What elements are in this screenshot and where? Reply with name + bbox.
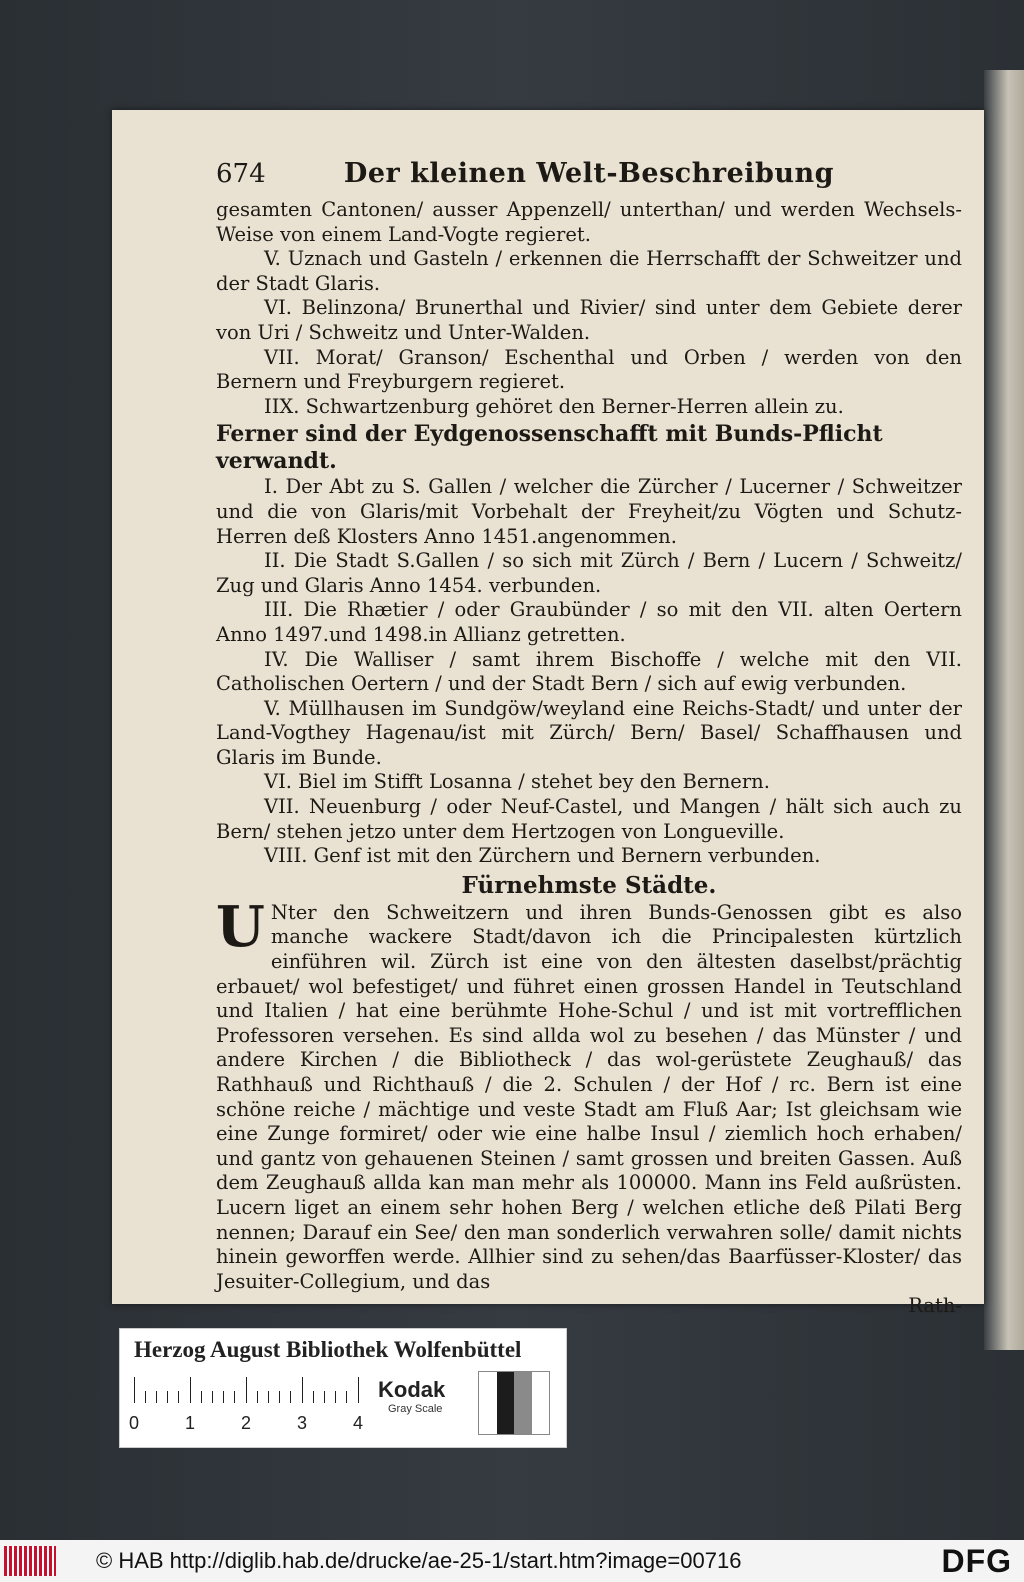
list-item: IV. Die Walliser / samt ihrem Bischoffe / welche mit den VII. Catholischen Oertern / und der Stadt Bern / sich auf ewig verbunden.: [216, 647, 962, 696]
body-paragraph: [216, 893, 962, 1295]
text-line: IIX. Schwartzenburg gehöret den Berner-Herren allein zu.: [264, 394, 844, 418]
text-line: VII. Morat/ Granson/ Eschenthal und Orben / werden von den Bernern und Freyburgern regieret.: [216, 345, 962, 394]
list-item: II. Die Stadt S.Gallen / so sich mit Zürch / Bern / Lucern / Schweitz/ Zug und Glaris Anno 1454. verbunden.: [216, 549, 962, 597]
running-head: [216, 158, 962, 198]
page-text-block: [216, 158, 962, 1319]
kodak-logo: Kodak: [378, 1377, 446, 1402]
text-line: gesamten Cantonen/ ausser Appenzell/ unterthan/ und werden Wechsels-Weise von einem Land-Vogte regieret.: [216, 198, 962, 246]
footer-bar: [0, 1540, 1024, 1582]
gray-scale-label: Gray Scale: [388, 1403, 443, 1415]
text-line: VI. Belinzona/ Brunerthal und Rivier/ sind unter dem Gebiete derer von Uri / Schweitz und Unter-Walden.: [216, 296, 962, 344]
page-number: 674: [216, 159, 266, 189]
section-title: Fürnehmste Städte.: [461, 871, 717, 899]
scale-ruler: [134, 1377, 362, 1403]
body-text: Nter den Schweitzern und ihren Bunds-Genossen gibt es also manche wackere Stadt/davon ich die Principalesten kürtzlich einführen wil. Zürch ist eine von den ältesten daselbst/prächtig erbauet/ wol befestiget/ und führet einen grossen Handel in Teutschland und Italien / hat eine berühmte Hohe-Schul / und ist mit vortrefflichen Professoren versehen. Es sind allda wol zu besehen / das Münster / und andere Kirchen / die Bibliotheck / das wol-gerüstete Zeughauß/ das Rathhauß und Richthauß / die 2. Schulen / der Hof / rc. Bern ist eine schöne reiche / mächtige und veste Stadt am Fluß Aar; Ist gleichsam wie eine Zunge formiret/ oder wie eine halbe Insul / ziemlich hoch erhaben/ und gantz von gehauenen Steinen / samt grossen und breiten Gassen. Auß dem Zeughauß allda kan man mehr als 100000. Mann ins Feld außrüsten. Lucern liget an einem sehr hohen Berg / welchen etliche deß Pilati Berg nennen; Darauf ein See/ den man sonderlich verwahren solle/ damit nichts hinein geworffen werde. Allhier sind zu sehen/das Baarfüsser-Kloster/ das Jesuiter-Collegium, und das: [216, 900, 962, 1293]
scale-numbers: [129, 1413, 369, 1435]
drop-cap: U: [216, 893, 265, 960]
barcode-icon: [4, 1546, 56, 1576]
swatch: [479, 1372, 497, 1434]
institution-name: Herzog August Bibliothek Wolfenbüttel: [134, 1337, 522, 1362]
running-title: Der kleinen Welt-Beschreibung: [343, 158, 835, 189]
catchword: Rath-: [908, 1294, 962, 1318]
dfg-logo: DFG: [941, 1542, 1012, 1579]
list-item: VI. Biel im Stifft Losanna / stehet bey den Bernern.: [264, 770, 770, 794]
scale-number: 1: [185, 1413, 196, 1433]
swatch: [497, 1372, 515, 1434]
color-target-card: [119, 1328, 567, 1448]
scale-number: 4: [353, 1413, 364, 1433]
swatch: [532, 1372, 550, 1434]
book-page: [112, 110, 984, 1318]
list-item: VII. Neuenburg / oder Neuf-Castel, und Mangen / hält sich auch zu Bern/ stehen jetzo unter dem Hertzogen von Longueville.: [216, 795, 962, 843]
scale-number: 3: [297, 1413, 308, 1433]
list-item: III. Die Rhætier / oder Graubünder / so mit den VII. alten Oertern Anno 1497.und 1498.in Allianz getretten.: [216, 598, 962, 646]
list-item: I. Der Abt zu S. Gallen / welcher die Zürcher / Lucerner / Schweitzer und die von Glaris/mit Vorbehalt der Freyheit/zu Vögten und Schutz-Herren deß Klosters Anno 1451.angenommen.: [216, 475, 962, 548]
scale-number: 2: [241, 1413, 252, 1433]
text-line: V. Uznach und Gasteln / erkennen die Herrschafft der Schweitzer und der Stadt Glaris.: [216, 247, 962, 295]
copyright-link[interactable]: © HAB http://diglib.hab.de/drucke/ae-25-1/start.htm?image=00716: [96, 1548, 742, 1573]
section-heading: Ferner sind der Eydgenossenschafft mit Bunds-Pflicht verwandt.: [216, 421, 883, 475]
catchword-line: [216, 1294, 962, 1319]
swatch: [514, 1372, 532, 1434]
scale-number: 0: [129, 1413, 140, 1433]
list-item: VIII. Genf ist mit den Zürchern und Bernern verbunden.: [264, 844, 821, 868]
list-item: V. Müllhausen im Sundgöw/weyland eine Reichs-Stadt/ und unter der Land-Vogthey Hagenau/ist mit Zürch/ Bern/ Basel/ Schaffhausen und Glaris im Bunde.: [216, 696, 962, 769]
gray-swatches: [478, 1371, 550, 1435]
adjacent-page-edge: [984, 70, 1024, 1350]
